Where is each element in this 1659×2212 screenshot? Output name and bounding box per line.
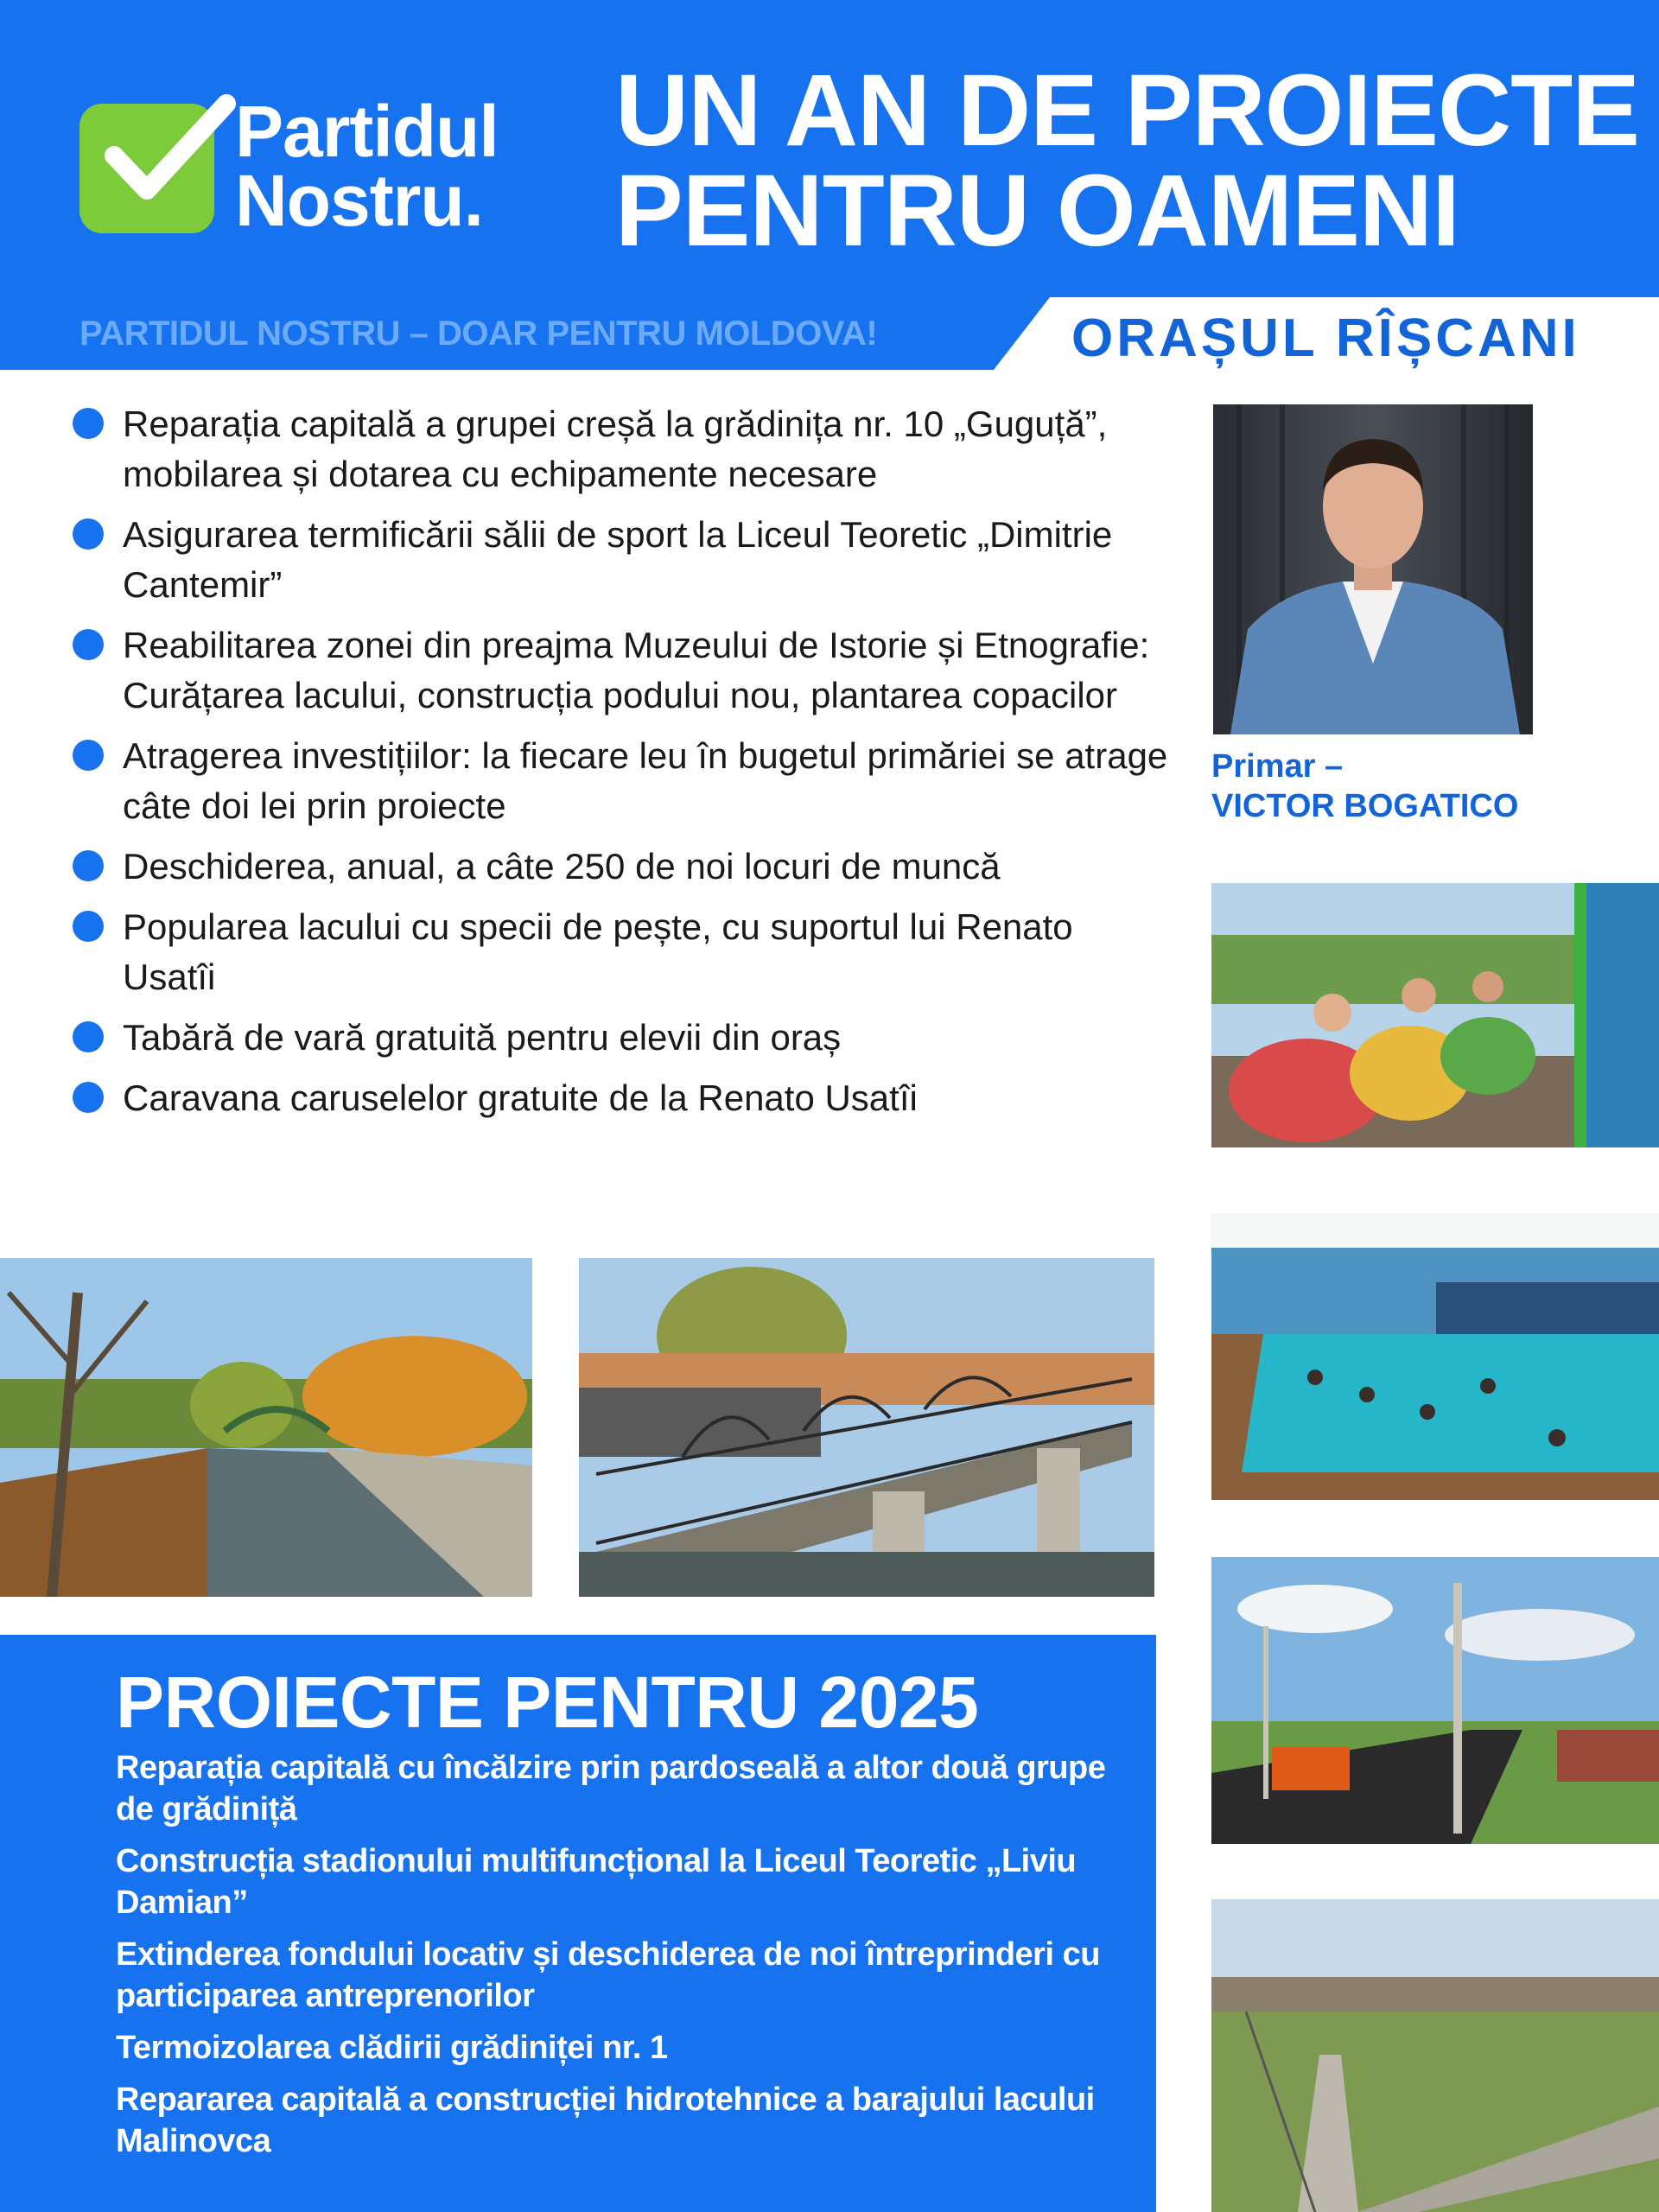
city-name: ORAȘUL RÎȘCANI xyxy=(1071,308,1580,368)
future-project-item: Extinderea fondului locativ și deschiderea de noi întreprinderi cu participarea antreprenorilor xyxy=(116,1936,1100,2014)
party-name xyxy=(235,91,499,241)
page-title-line2: PENTRU OAMENI xyxy=(615,154,1459,268)
slogan: PARTIDUL NOSTRU – DOAR PENTRU MOLDOVA! xyxy=(79,315,878,353)
lake-park-photo xyxy=(0,1258,532,1597)
bullet-icon xyxy=(73,408,104,439)
project-item xyxy=(71,731,1168,831)
future-projects-list xyxy=(116,1747,1135,2172)
project-item xyxy=(71,399,1168,499)
checkmark-icon xyxy=(79,86,252,233)
project-text: Deschiderea, anual, a câte 250 de noi locuri de muncă xyxy=(123,846,1001,887)
future-projects-title: PROIECTE PENTRU 2025 xyxy=(116,1662,979,1743)
road-paving-photo xyxy=(1211,1557,1659,1844)
page-title-line1: UN AN DE PROIECTE xyxy=(615,54,1639,168)
project-text: Caravana caruselelor gratuite de la Renato Usatîi xyxy=(123,1077,918,1118)
project-item xyxy=(71,510,1168,610)
walkway-photo xyxy=(1211,1899,1659,2212)
page-title xyxy=(615,54,1639,268)
bullet-icon xyxy=(73,1021,104,1052)
bullet-icon xyxy=(73,1082,104,1113)
swimming-pool-photo xyxy=(1211,1213,1659,1500)
future-project-item: Termoizolarea clădirii grădiniței nr. 1 xyxy=(116,2030,668,2066)
new-bridge-photo xyxy=(579,1258,1154,1597)
future-project-item: Reparația capitală cu încălzire prin pardoseală a altor două grupe de grădiniță xyxy=(116,1750,1106,1827)
project-text: Asigurarea termificării sălii de sport la Liceul Teoretic „Dimitrie Cantemir” xyxy=(123,514,1113,605)
carousel-ride-photo xyxy=(1211,883,1659,1147)
project-text: Popularea lacului cu specii de pește, cu suportul lui Renato Usatîi xyxy=(123,906,1073,997)
project-text: Atragerea investițiilor: la fiecare leu în bugetul primăriei se atrage câte doi lei prin proiecte xyxy=(123,735,1168,826)
future-project-item: Construcția stadionului multifuncțional la Liceul Teoretic „Liviu Damian” xyxy=(116,1843,1077,1921)
project-item xyxy=(71,1013,1168,1063)
projects-list xyxy=(71,399,1168,1134)
project-text: Tabără de vară gratuită pentru elevii din oraș xyxy=(123,1017,842,1058)
project-text: Reabilitarea zonei din preajma Muzeului de Istorie și Etnografie: Curățarea lacului, construcția podului nou, plantarea copacilor xyxy=(123,625,1150,715)
project-item xyxy=(71,842,1168,892)
mayor-caption xyxy=(1211,747,1518,826)
mayor-role: Primar – xyxy=(1211,748,1344,785)
project-item xyxy=(71,620,1168,721)
mayor-photo xyxy=(1213,404,1533,734)
bullet-icon xyxy=(73,740,104,771)
party-name-line2: Nostru. xyxy=(235,160,483,241)
mayor-name: VICTOR BOGATICO xyxy=(1211,788,1519,824)
party-name-line1: Partidul xyxy=(235,91,499,172)
bullet-icon xyxy=(73,629,104,660)
project-text: Reparația capitală a grupei creșă la grădinița nr. 10 „Guguță”, mobilarea și dotarea cu echipamente necesare xyxy=(123,404,1108,494)
project-item xyxy=(71,1073,1168,1123)
bullet-icon xyxy=(73,911,104,942)
future-project-item: Repararea capitală a construcției hidrotehnice a barajului lacului Malinovca xyxy=(116,2082,1095,2159)
bullet-icon xyxy=(73,850,104,881)
project-item xyxy=(71,902,1168,1002)
bullet-icon xyxy=(73,518,104,550)
